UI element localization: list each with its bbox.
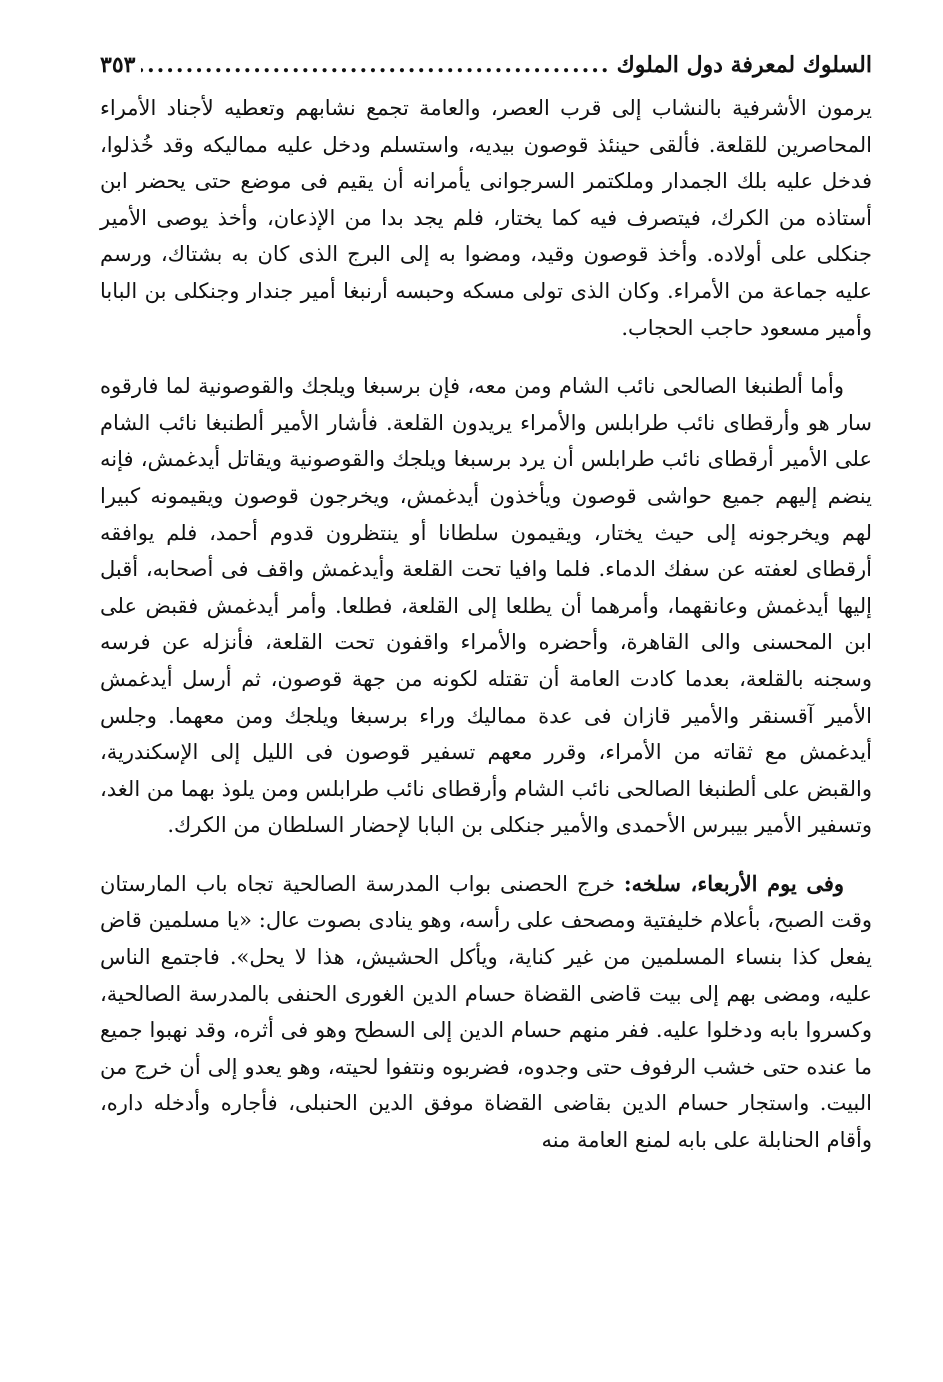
book-title: السلوك لمعرفة دول الملوك [616,52,872,78]
paragraph-1-text: يرمون الأشرفية بالنشاب إلى قرب العصر، والعامة تجمع نشابهم وتعطيه لأجناد الأمراء المحاصرين للقلعة. فألقى حينئذ قوصون بيديه، واستسلم ودخل عليه مماليكه وقد خُذلوا، فدخل عليه بلك الجمدار وملكتمر السرجوانى يأمرانه أن يقيم فى موضع حتى يحضر ابن أستاذه من الكرك، فيتصرف فيه كما يختار، فلم يجد بدا من الإذعان، وأخذ يوصى الأمير جنكلى على أولاده. وأخذ قوصون وقيد، ومضوا به إلى البرج الذى كان به بشتاك، ورسم عليه جماعة من الأمراء. وكان الذى تولى مسكه وحبسه أرنبغا أمير جندار وجنكلى بن البابا وأمير مسعود حاجب الحجاب. [100,96,872,340]
running-header [100,40,872,90]
paragraph-3-text: خرج الحصنى بواب المدرسة الصالحية تجاه باب المارستان وقت الصبح، بأعلام خليفتية ومصحف على رأسه، وهو ينادى بصوت عال: «يا مسلمين قاض يفعل كذا بنساء المسلمين من غير كناية، ويأكل الحشيش، هذا لا يحل». فاجتمع الناس عليه، ومضى بهم إلى بيت قاضى القضاة حسام الدين الغورى الحنفى بالمدرسة الصالحية، وكسروا بابه ودخلوا عليه. ففر منهم حسام الدين إلى السطح وهو فى أثره، وقد نهبوا جميع ما عنده حتى خشب الرفوف حتى وجدوه، فضربوه ونتفوا لحيته، وهو يعدو إلى أن خرج من البيت. واستجار حسام الدين بقاضى القضاة موفق الدين الحنبلى، فأجاره وأدخله داره، وأقام الحنابلة على بابه لمنع العامة منه [100,871,872,1153]
paragraph-3 [100,866,872,1159]
paragraph-1 [100,90,872,346]
paragraph-2-text: وأما ألطنبغا الصالحى نائب الشام ومن معه، فإن برسبغا ويلجك والقوصونية لما فارقوه سار هو وأرقطاى نائب طرابلس والأمراء يريدون القلعة. فأشار الأمير ألطنبغا نائب الشام على الأمير أرقطاى نائب طرابلس أن يرد برسبغا ويلجك والقوصونية ويقاتل أيدغمش، فإنه ينضم إليهم جميع حواشى قوصون ويأخذون أيدغمش، ويخرجون قوصون ويقيمونه كبيرا لهم ويخرجونه إلى حيث يختار، ويقيمون سلطانا أو ينتظرون قدوم أحمد، فلم يوافقه أرقطاى لعفته عن سفك الدماء. فلما وافيا تحت القلعة وأيدغمش واقف فى أصحابه، أقبل إليها أيدغمش وعانقهما، وأمرهما أن يطلعا إلى القلعة، فطلعا. وأمر أيدغمش فقبض على ابن المحسنى والى القاهرة، وأحضره والأمراء واقفون تحت القلعة، فأنزله عن فرسه وسجنه بالقلعة، بعدما كادت العامة أن تقتله لكونه من جهة قوصون، ثم أرسل أيدغمش الأمير آقسنقر والأمير قازان فى عدة مماليك وراء برسبغا ويلجك ومن معهما. وجلس أيدغمش مع ثقاته من الأمراء، وقرر معهم تسفير قوصون فى الليل إلى الإسكندرية، والقبض على ألطنبغا الصالحى نائب الشام وأرقطاى نائب طرابلس ومن يلوذ بهما من الغد، وتسفير الأمير بيبرس الأحمدى والأمير جنكلى بن البابا لإحضار السلطان من الكرك. [100,374,872,838]
paragraph-2 [100,368,872,844]
leader-dots [141,40,610,90]
book-page [100,40,872,1159]
page-number: ٣٥٣ [100,52,136,78]
paragraph-3-lead: وفى يوم الأربعاء، سلخه: [623,870,845,896]
